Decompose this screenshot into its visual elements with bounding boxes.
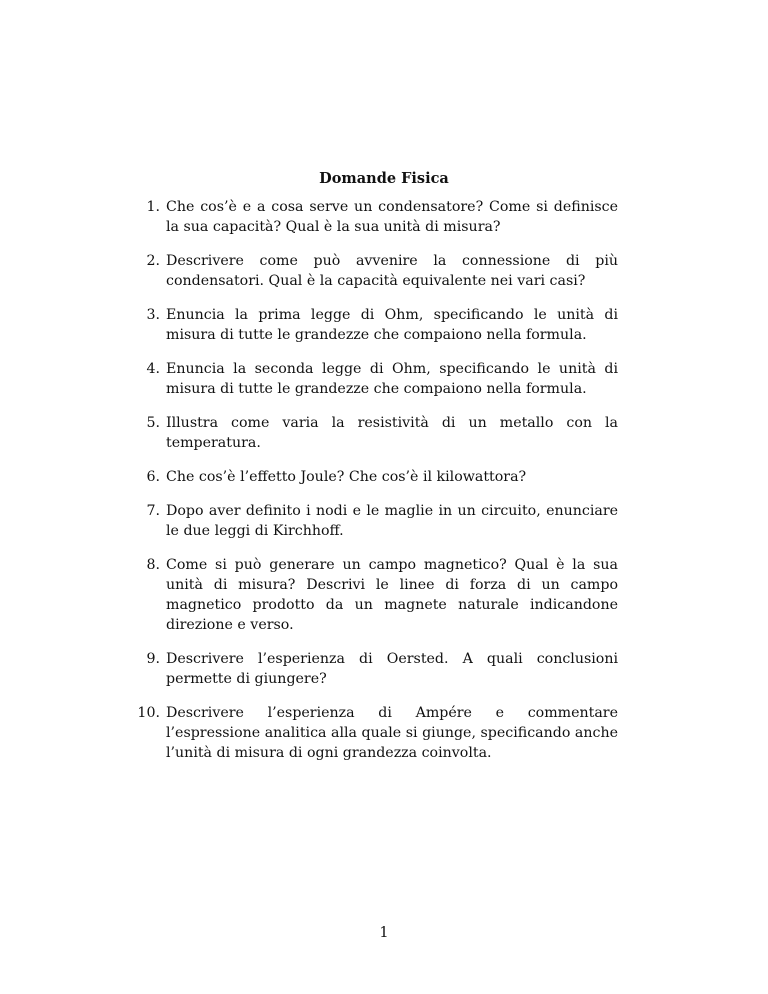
- question-text: Illustra come varia la resistività di un metallo con la temperatura.: [166, 415, 618, 451]
- question-item-3: [142, 305, 618, 345]
- question-number: 4.: [146, 361, 160, 377]
- page-number: 1: [379, 925, 389, 941]
- question-number: 5.: [146, 415, 160, 431]
- question-list: [137, 197, 618, 777]
- question-number: 8.: [146, 557, 160, 573]
- question-text: Descrivere l’esperienza di Oersted. A quali conclusioni permette di giungere?: [166, 651, 618, 687]
- question-item-10: [137, 703, 618, 763]
- question-text: Descrivere l’esperienza di Ampére e commentare l’espressione analitica alla quale si giunge, specificando anche l’unità di misura di ogni grandezza coinvolta.: [166, 705, 618, 761]
- question-number: 3.: [146, 307, 160, 323]
- question-text: Come si può generare un campo magnetico? Qual è la sua unità di misura? Descrivi le linee di forza di un campo magnetico prodotto da un magnete naturale indicandone direzione e verso.: [166, 557, 618, 633]
- question-text: Che cos’è l’effetto Joule? Che cos’è il kilowattora?: [166, 469, 527, 485]
- question-text: Descrivere come può avvenire la connessione di più condensatori. Qual è la capacità equivalente nei vari casi?: [166, 253, 618, 289]
- document-title: Domande Fisica: [319, 170, 449, 187]
- question-number: 9.: [146, 651, 160, 667]
- question-item-8: [142, 555, 618, 635]
- question-text: Dopo aver definito i nodi e le maglie in un circuito, enunciare le due leggi di Kirchhoff.: [166, 503, 618, 539]
- question-number: 10.: [137, 705, 160, 721]
- question-text: Enuncia la seconda legge di Ohm, specificando le unità di misura di tutte le grandezze che compaiono nella formula.: [166, 361, 618, 397]
- question-item-7: [142, 501, 618, 541]
- question-item-2: [142, 251, 618, 291]
- question-text: Che cos’è e a cosa serve un condensatore? Come si definisce la sua capacità? Qual è la sua unità di misura?: [166, 199, 618, 235]
- question-item-1: [142, 197, 618, 237]
- question-item-4: [142, 359, 618, 399]
- question-text: Enuncia la prima legge di Ohm, specificando le unità di misura di tutte le grandezze che compaiono nella formula.: [166, 307, 618, 343]
- question-number: 7.: [146, 503, 160, 519]
- question-number: 2.: [146, 253, 160, 269]
- question-item-9: [142, 649, 618, 689]
- question-number: 6.: [146, 469, 160, 485]
- question-number: 1.: [146, 199, 160, 215]
- question-item-6: [142, 467, 618, 487]
- question-item-5: [142, 413, 618, 453]
